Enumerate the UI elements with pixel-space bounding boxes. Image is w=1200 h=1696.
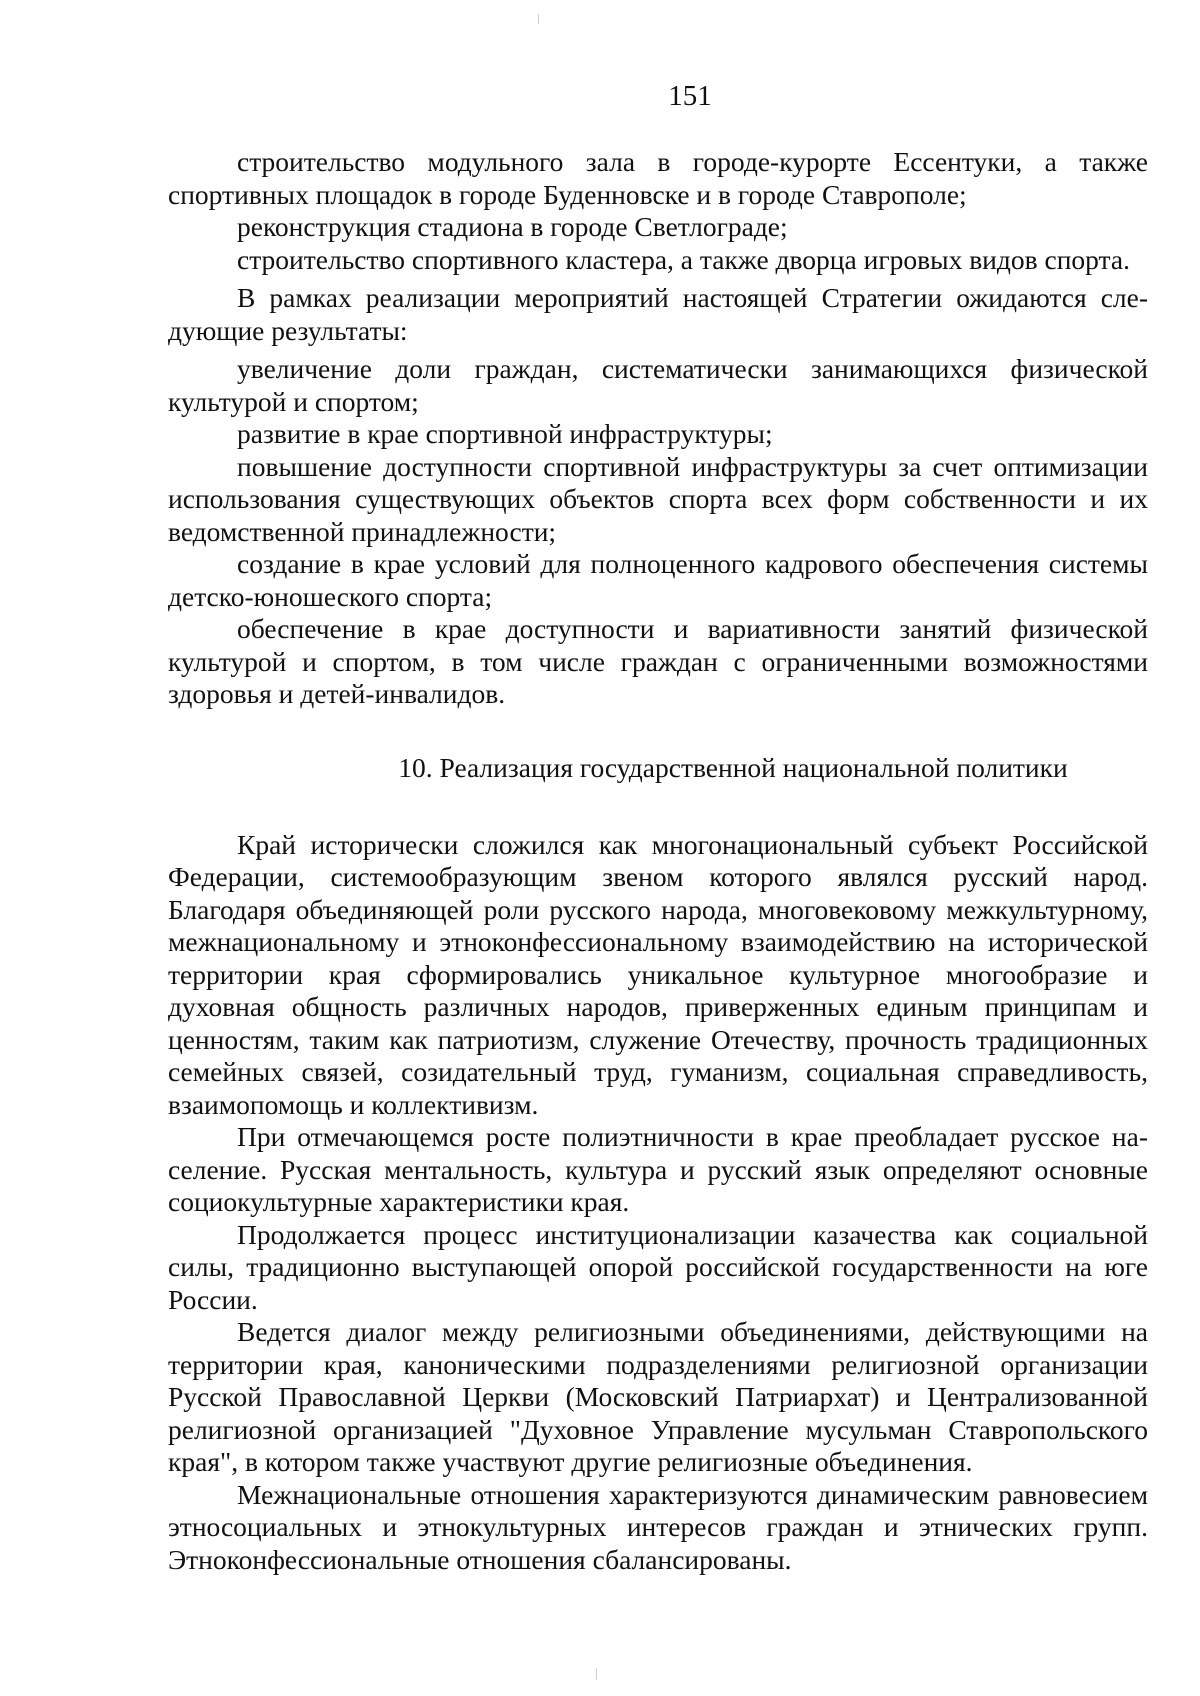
paragraph: строительство спортивного кластера, а также дворца игровых видов спорта. bbox=[237, 243, 1130, 275]
list-item: создание в крае условий для полноценного кадрового обеспечения системы детско-юношеского спорта; bbox=[168, 548, 1148, 612]
scan-artifact-top bbox=[538, 14, 539, 24]
list-item: увеличение доли граждан, систематически занимающихся физической культурой и спортом; bbox=[168, 353, 1148, 417]
paragraph: строительство модульного зала в городе-курорте Ессентуки, а также спортивных площадок в городе Буденновске и в городе Ставрополе; bbox=[168, 146, 1148, 210]
list-item: повышение доступности спортивной инфраструктуры за счет оптимизации использования существующих объектов спорта всех форм собственности и их ведомственной принадлежности; bbox=[168, 450, 1148, 547]
paragraph: Ведется диалог между религиозными объединениями, действующими на территории края, каноническими подразделениями религиозной организации Русской Православной Церкви (Московский Патриархат) и Централизованной религиозной организацией "Духовное Управление мусульман Ставропольского края", в котором также участвуют другие религиозные объединения. bbox=[168, 1316, 1148, 1477]
paragraph: Край исторически сложился как многонациональный субъект Российской Федерации, системообразующим звеном которого являлся русский народ. Благодаря объединяющей роли русского народа, многовековому межкультурному, межнациональному и этноконфессиональному взаимодействию на исторической территории края сформировались уникальное культурное многообразие и духовная общность различных народов, приверженных единым принципам и ценностям, таким как патриотизм, служение Отечеству, прочность традиционных семейных связей, созидательный труд, гуманизм, социальная справедливость, взаимопомощь и коллективизм. bbox=[168, 828, 1148, 1120]
list-item: развитие в крае спортивной инфраструктуры; bbox=[237, 418, 773, 449]
paragraph: Межнациональные отношения характеризуются динамическим равновесием этносоциальных и этнокультурных интересов граждан и этнических групп. Этноконфессиональные отношения сбалансированы. bbox=[168, 1478, 1148, 1575]
paragraph: В рамках реализации мероприятий настоящей Стратегии ожидаются следующие результаты: bbox=[168, 282, 1148, 346]
paragraph: реконструкция стадиона в городе Светлограде; bbox=[237, 211, 788, 242]
document-body bbox=[168, 146, 1148, 1576]
list-item: обеспечение в крае доступности и вариативности занятий физической культурой и спортом, в том числе граждан с ограниченными возможностями здоровья и детей-инвалидов. bbox=[168, 613, 1148, 709]
paragraph: При отмечающемся росте полиэтничности в крае преобладает русское население. Русская ментальность, культура и русский язык определяют основные социокультурные характеристики края. bbox=[168, 1121, 1148, 1217]
scan-artifact-bottom bbox=[596, 1668, 597, 1680]
paragraph: Продолжается процесс институционализации казачества как социальной силы, традиционно выступающей опорой российской государственности на юге России. bbox=[168, 1218, 1148, 1315]
page-number: 151 bbox=[668, 80, 712, 112]
section-heading: 10. Реализация государственной национальной политики bbox=[398, 751, 1068, 783]
